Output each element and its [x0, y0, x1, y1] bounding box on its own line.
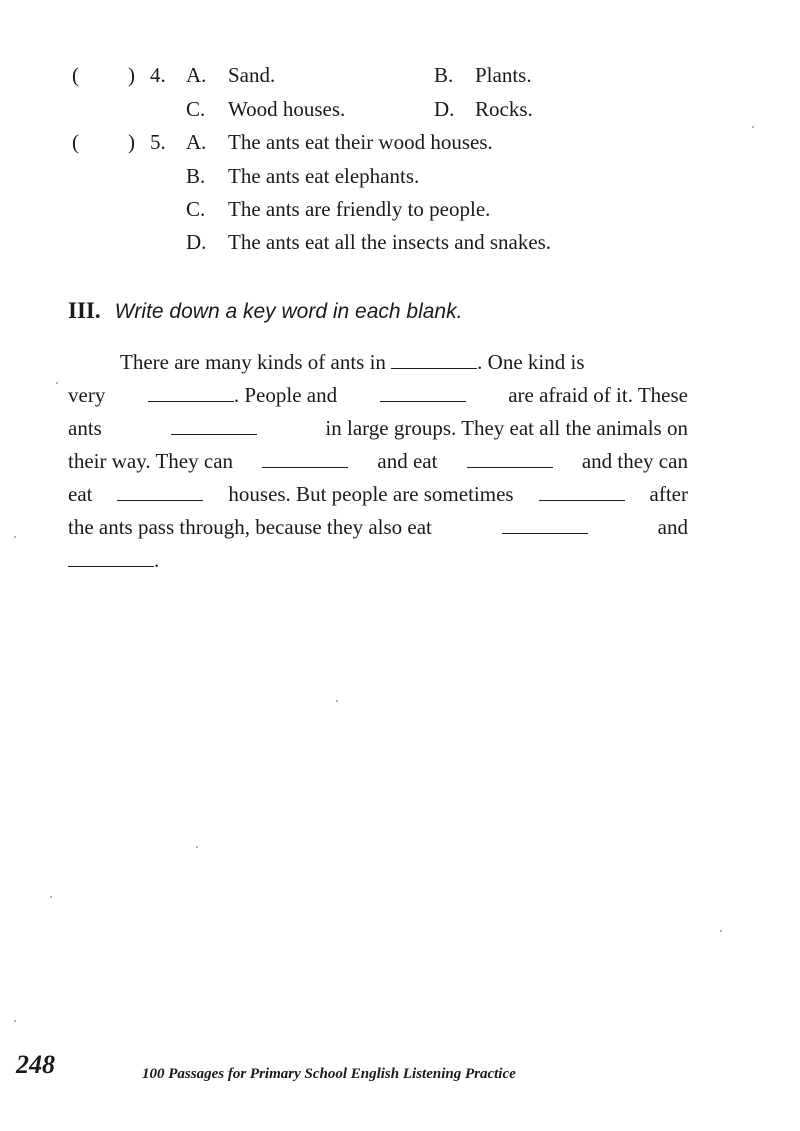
answer-blank[interactable] [539, 482, 625, 501]
option-label: B. [186, 164, 206, 188]
section-instruction: Write down a key word in each blank. [114, 300, 463, 323]
option-text: The ants are friendly to people. [228, 197, 491, 221]
passage-line [68, 482, 688, 515]
option-text: Plants. [475, 63, 532, 87]
option-label: A. [186, 130, 207, 154]
answer-blank[interactable] [467, 449, 553, 468]
question-number: 4. [150, 63, 166, 87]
scan-speck [336, 700, 338, 702]
option-text: Sand. [228, 63, 276, 87]
option-text: Rocks. [475, 97, 533, 121]
passage-text: There are many kinds of ants in . One kind is [120, 350, 585, 374]
passage-text: their way. They can [68, 449, 234, 473]
passage-text: . People and [148, 383, 337, 408]
answer-blank[interactable] [171, 416, 257, 435]
passage-line [68, 449, 688, 482]
answer-blank[interactable] [380, 383, 466, 402]
option-text: The ants eat their wood houses. [228, 130, 493, 154]
passage-text: and eat [377, 449, 438, 473]
passage-line [68, 416, 688, 449]
scan-speck [14, 1020, 16, 1022]
section-heading [68, 298, 462, 324]
question-number: 5. [150, 130, 166, 154]
option-label: B. [434, 63, 454, 87]
question-5 [0, 129, 800, 259]
answer-blank[interactable] [391, 350, 477, 369]
answer-paren-close: ) [128, 63, 135, 87]
option-label: C. [186, 97, 206, 121]
scan-speck [56, 382, 58, 384]
scan-speck [50, 896, 52, 898]
passage-text: . [68, 548, 159, 573]
answer-blank[interactable] [68, 548, 154, 567]
passage-line [68, 350, 688, 383]
scan-speck [752, 126, 754, 128]
passage-line [68, 383, 688, 416]
passage-text: and [657, 515, 688, 539]
answer-paren-close: ) [128, 130, 135, 154]
passage-text: after [649, 482, 688, 506]
passage-text: are afraid of it. These [508, 383, 688, 407]
passage-text: and they can [581, 449, 688, 473]
passage-text: in large groups. They eat all the animals on [325, 416, 688, 440]
scan-speck [14, 536, 16, 538]
passage-line [68, 548, 688, 581]
book-title: 100 Passages for Primary School English Listening Practice [142, 1066, 516, 1082]
passage-text: very [68, 383, 106, 407]
answer-blank[interactable] [148, 383, 234, 402]
option-label: D. [434, 97, 455, 121]
option-label: A. [186, 63, 207, 87]
question-4 [0, 62, 800, 122]
answer-blank[interactable] [117, 482, 203, 501]
option-text: Wood houses. [228, 97, 346, 121]
cloze-passage [68, 350, 688, 581]
answer-blank[interactable] [502, 515, 588, 534]
passage-text: eat [68, 482, 93, 506]
passage-text: ants [68, 416, 102, 440]
option-text: The ants eat all the insects and snakes. [228, 230, 552, 254]
answer-blank[interactable] [262, 449, 348, 468]
answer-paren-open: ( [72, 63, 79, 87]
passage-text: the ants pass through, because they also eat [68, 515, 432, 539]
section-numeral: III. [68, 298, 101, 323]
passage-line [68, 515, 688, 548]
option-text: The ants eat elephants. [228, 164, 420, 188]
answer-paren-open: ( [72, 130, 79, 154]
passage-text: houses. But people are sometimes [228, 482, 514, 506]
page-number: 248 [16, 1050, 55, 1079]
scan-speck [196, 846, 198, 848]
scan-speck [720, 930, 722, 932]
option-label: D. [186, 230, 207, 254]
option-label: C. [186, 197, 206, 221]
